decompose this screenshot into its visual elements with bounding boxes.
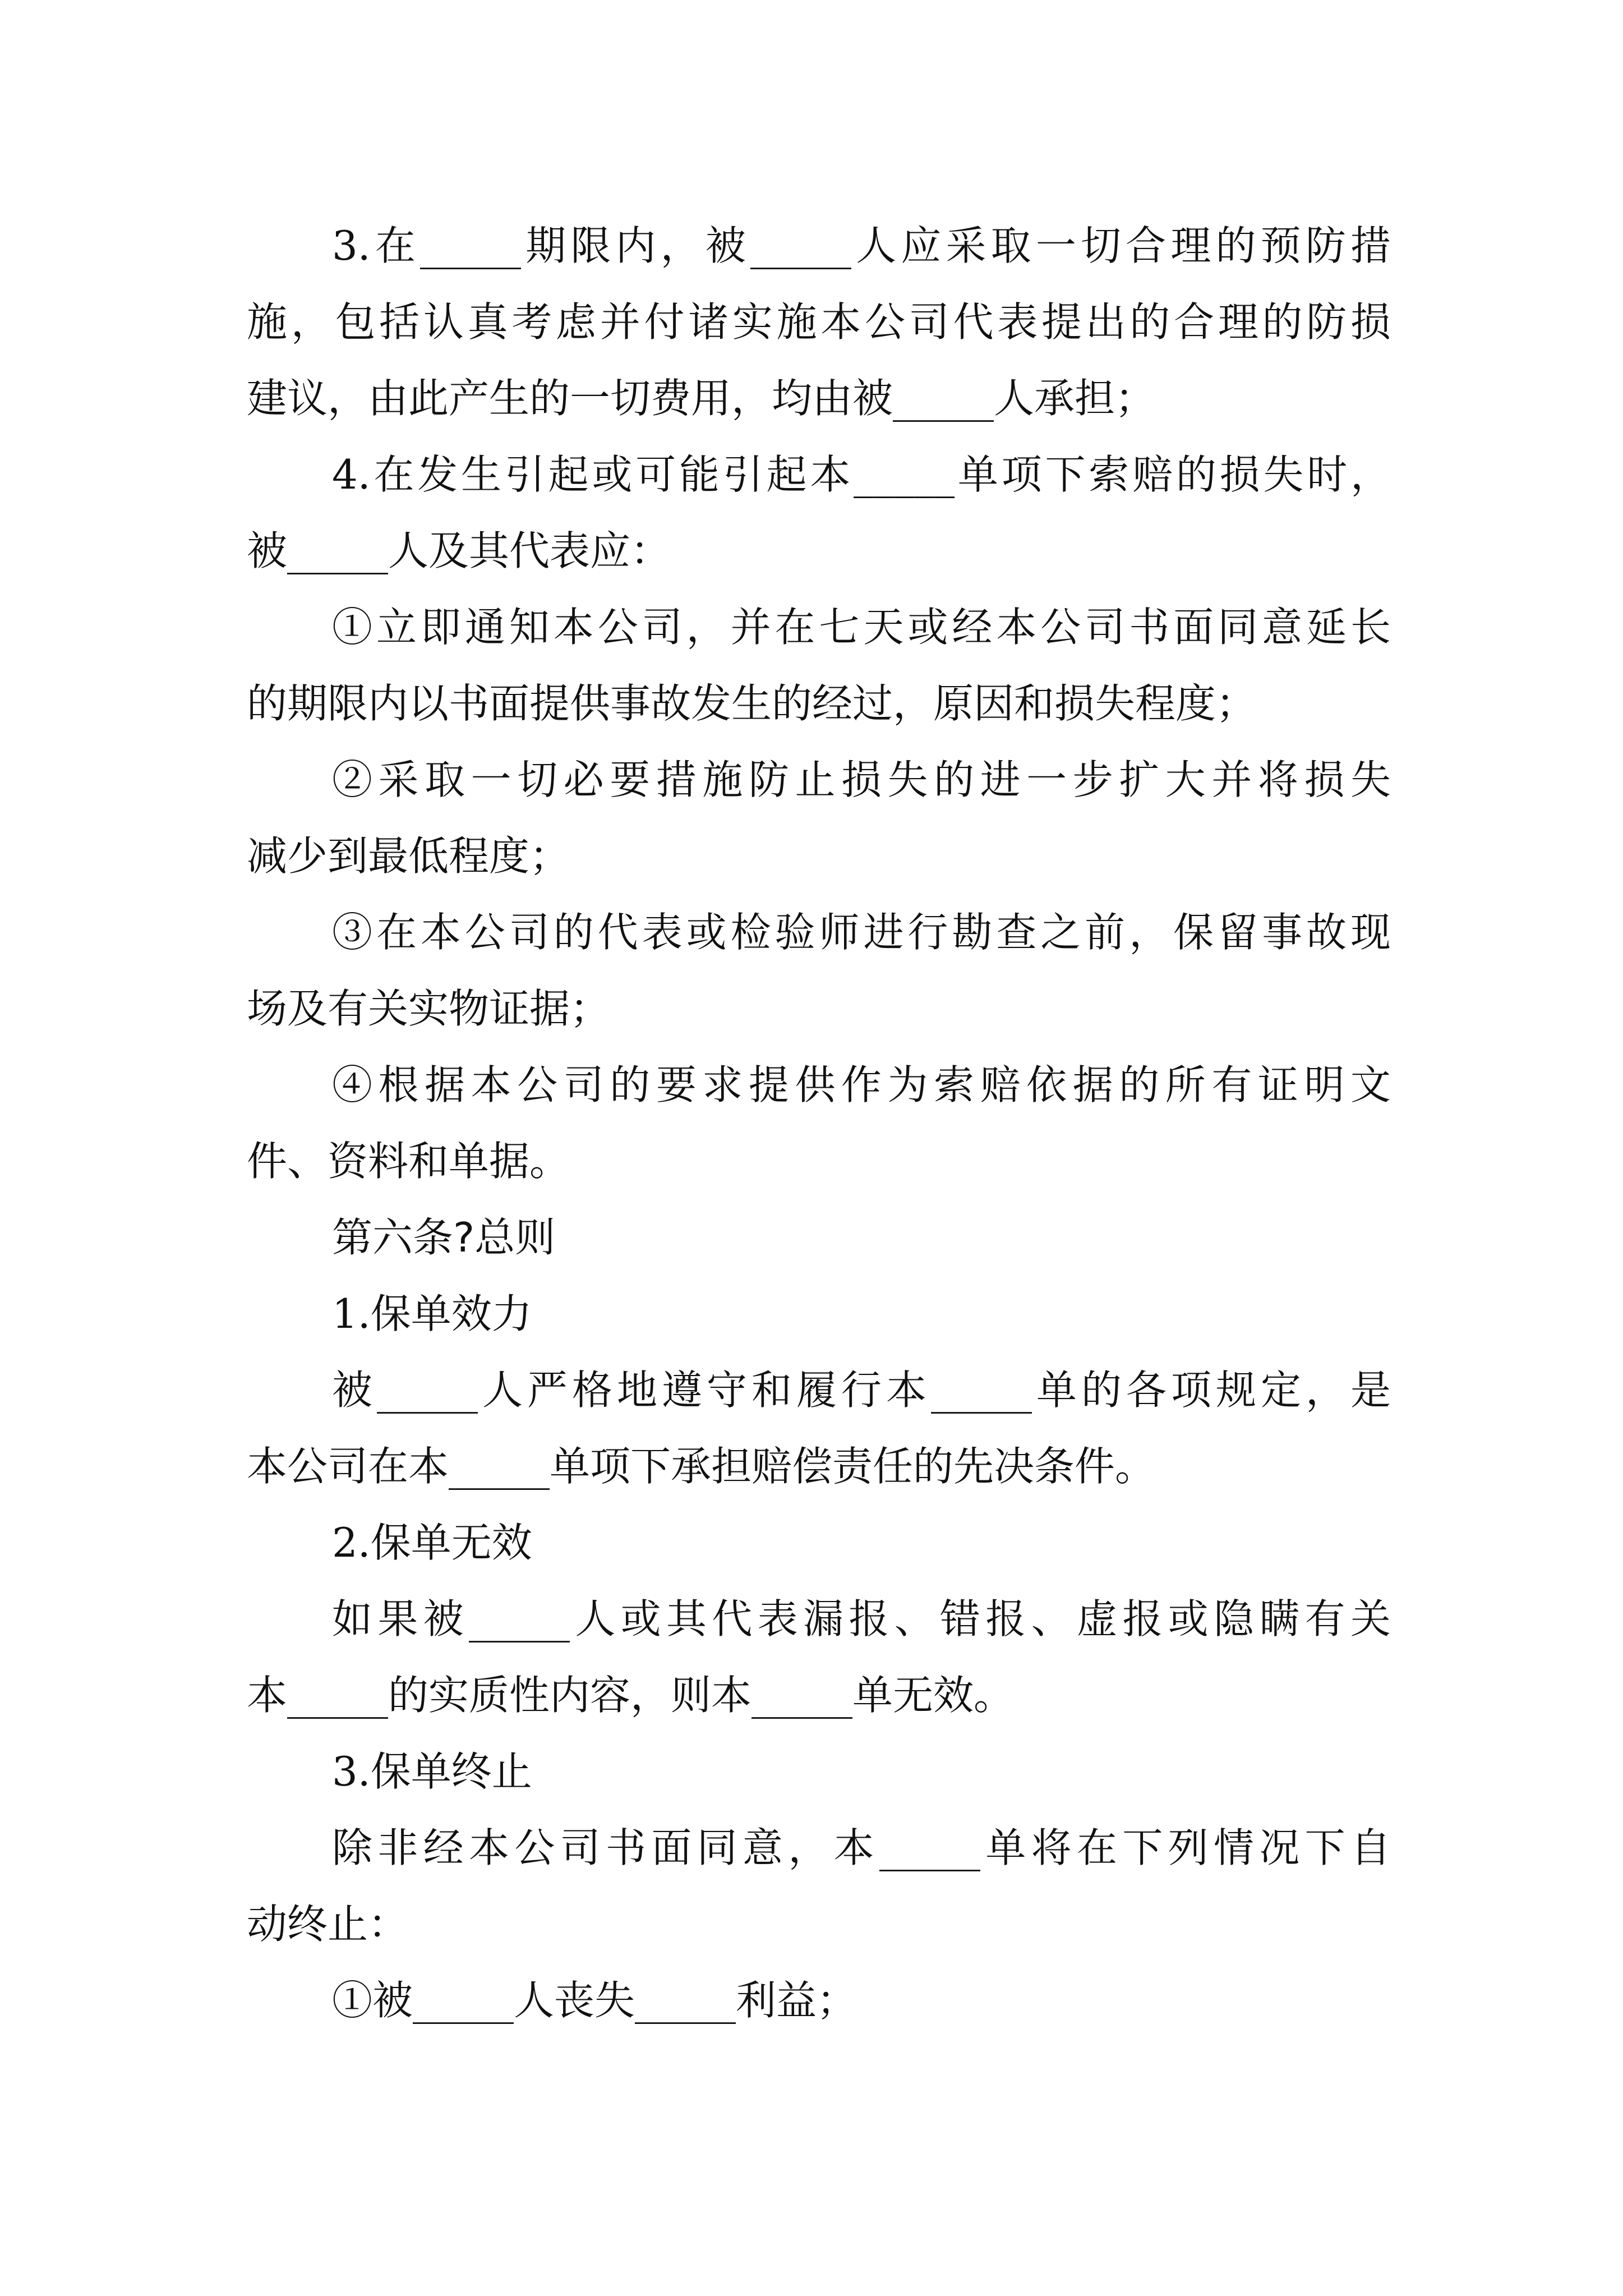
text-line: 本公司在本_____单项下承担赔偿责任的先决条件。	[247, 1443, 1156, 1490]
subsection-heading: 2.保单无效	[332, 1519, 532, 1566]
text-line: ②采取一切必要措施防止损失的进一步扩大并将损失	[332, 756, 1391, 803]
text-line: 被_____人及其代表应：	[247, 527, 671, 574]
document-page	[247, 208, 1391, 2039]
text-line: 减少到最低程度；	[247, 832, 570, 880]
subsection-heading: 3.保单终止	[332, 1748, 532, 1795]
text-line: ③在本公司的代表或检验师进行勘查之前，保留事故现	[332, 909, 1391, 956]
text-line: 3.在_____期限内，被_____人应采取一切合理的预防措	[332, 222, 1391, 269]
text-line: 建议，由此产生的一切费用，均由被_____人承担；	[247, 375, 1156, 422]
text-line: 动终止：	[247, 1901, 409, 1948]
text-line: 如果被_____人或其代表漏报、错报、虚报或隐瞒有关	[332, 1595, 1391, 1642]
text-line: 的期限内以书面提供事故发生的经过，原因和损失程度；	[247, 680, 1257, 727]
text-line: 4.在发生引起或可能引起本_____单项下索赔的损失时，	[332, 451, 1391, 498]
text-line: 场及有关实物证据；	[247, 985, 611, 1032]
text-line: ①立即通知本公司，并在七天或经本公司书面同意延长	[332, 604, 1391, 651]
text-line: 被_____人严格地遵守和履行本_____单的各项规定，是	[332, 1366, 1391, 1414]
text-line: ①被_____人丧失_____利益；	[332, 1977, 857, 2024]
text-line: 件、资料和单据。	[247, 1138, 570, 1185]
subsection-heading: 1.保单效力	[332, 1290, 532, 1337]
section-heading: 第六条?总则	[332, 1214, 556, 1261]
text-line: 本_____的实质性内容，则本_____单无效。	[247, 1672, 1015, 1719]
text-line: 施，包括认真考虑并付诸实施本公司代表提出的合理的防损	[247, 298, 1391, 346]
text-line: ④根据本公司的要求提供作为索赔依据的所有证明文	[332, 1061, 1391, 1108]
text-line: 除非经本公司书面同意，本_____单将在下列情况下自	[332, 1824, 1391, 1871]
